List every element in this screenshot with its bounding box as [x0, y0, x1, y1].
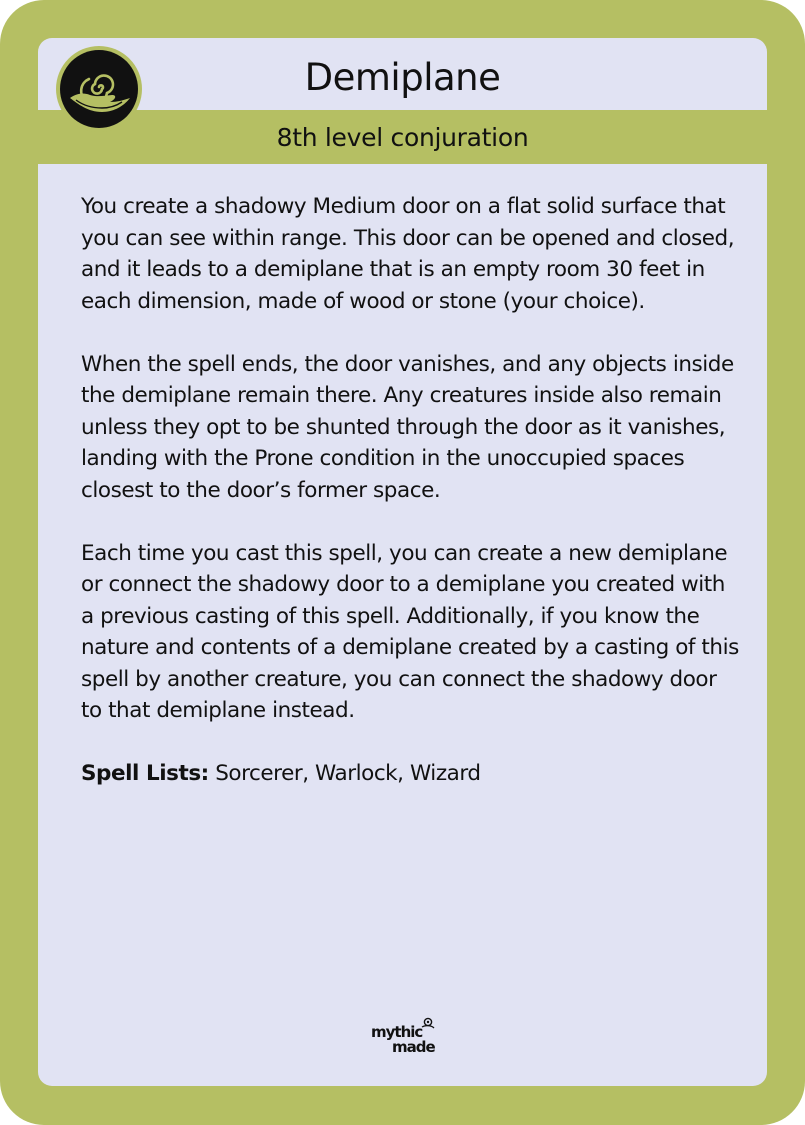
spell-lists-label: Spell Lists:	[81, 761, 209, 786]
spell-lists-value: Sorcerer, Warlock, Wizard	[215, 761, 481, 786]
spell-description	[81, 191, 741, 790]
description-paragraph-1: You create a shadowy Medium door on a flat solid surface that you can see within range. This door can be opened and closed, and it leads to a demiplane that is an empty room 30 feet in each dimension, made of wood or stone (your choice).	[81, 194, 735, 314]
spell-lists	[81, 758, 741, 790]
brand-line-1: mythic	[371, 1023, 423, 1041]
description-paragraph-3: Each time you cast this spell, you can create a new demiplane or connect the shadowy door to a demiplane you created with a previous casting of this spell. Additionally, if you know the nature and contents of a demiplane created by a casting of this spell by another creature, you can connect the shadowy door to that demiplane instead.	[81, 540, 739, 723]
description-paragraph-2: When the spell ends, the door vanishes, and any objects inside the demiplane remain there. Any creatures inside also remain unless they opt to be shunted through the door as it vanishes, landing with the Prone condition in the unoccupied spaces closest to the door’s former space.	[81, 351, 734, 503]
subtitle-band	[38, 110, 767, 164]
card-panel	[38, 38, 767, 1086]
spell-level-school: 8th level conjuration	[276, 123, 529, 152]
brand-line-2: made	[392, 1038, 435, 1056]
spiral-hand-icon	[54, 44, 144, 134]
spell-title: Demiplane	[304, 56, 501, 99]
mythic-made-logo	[368, 1013, 438, 1059]
